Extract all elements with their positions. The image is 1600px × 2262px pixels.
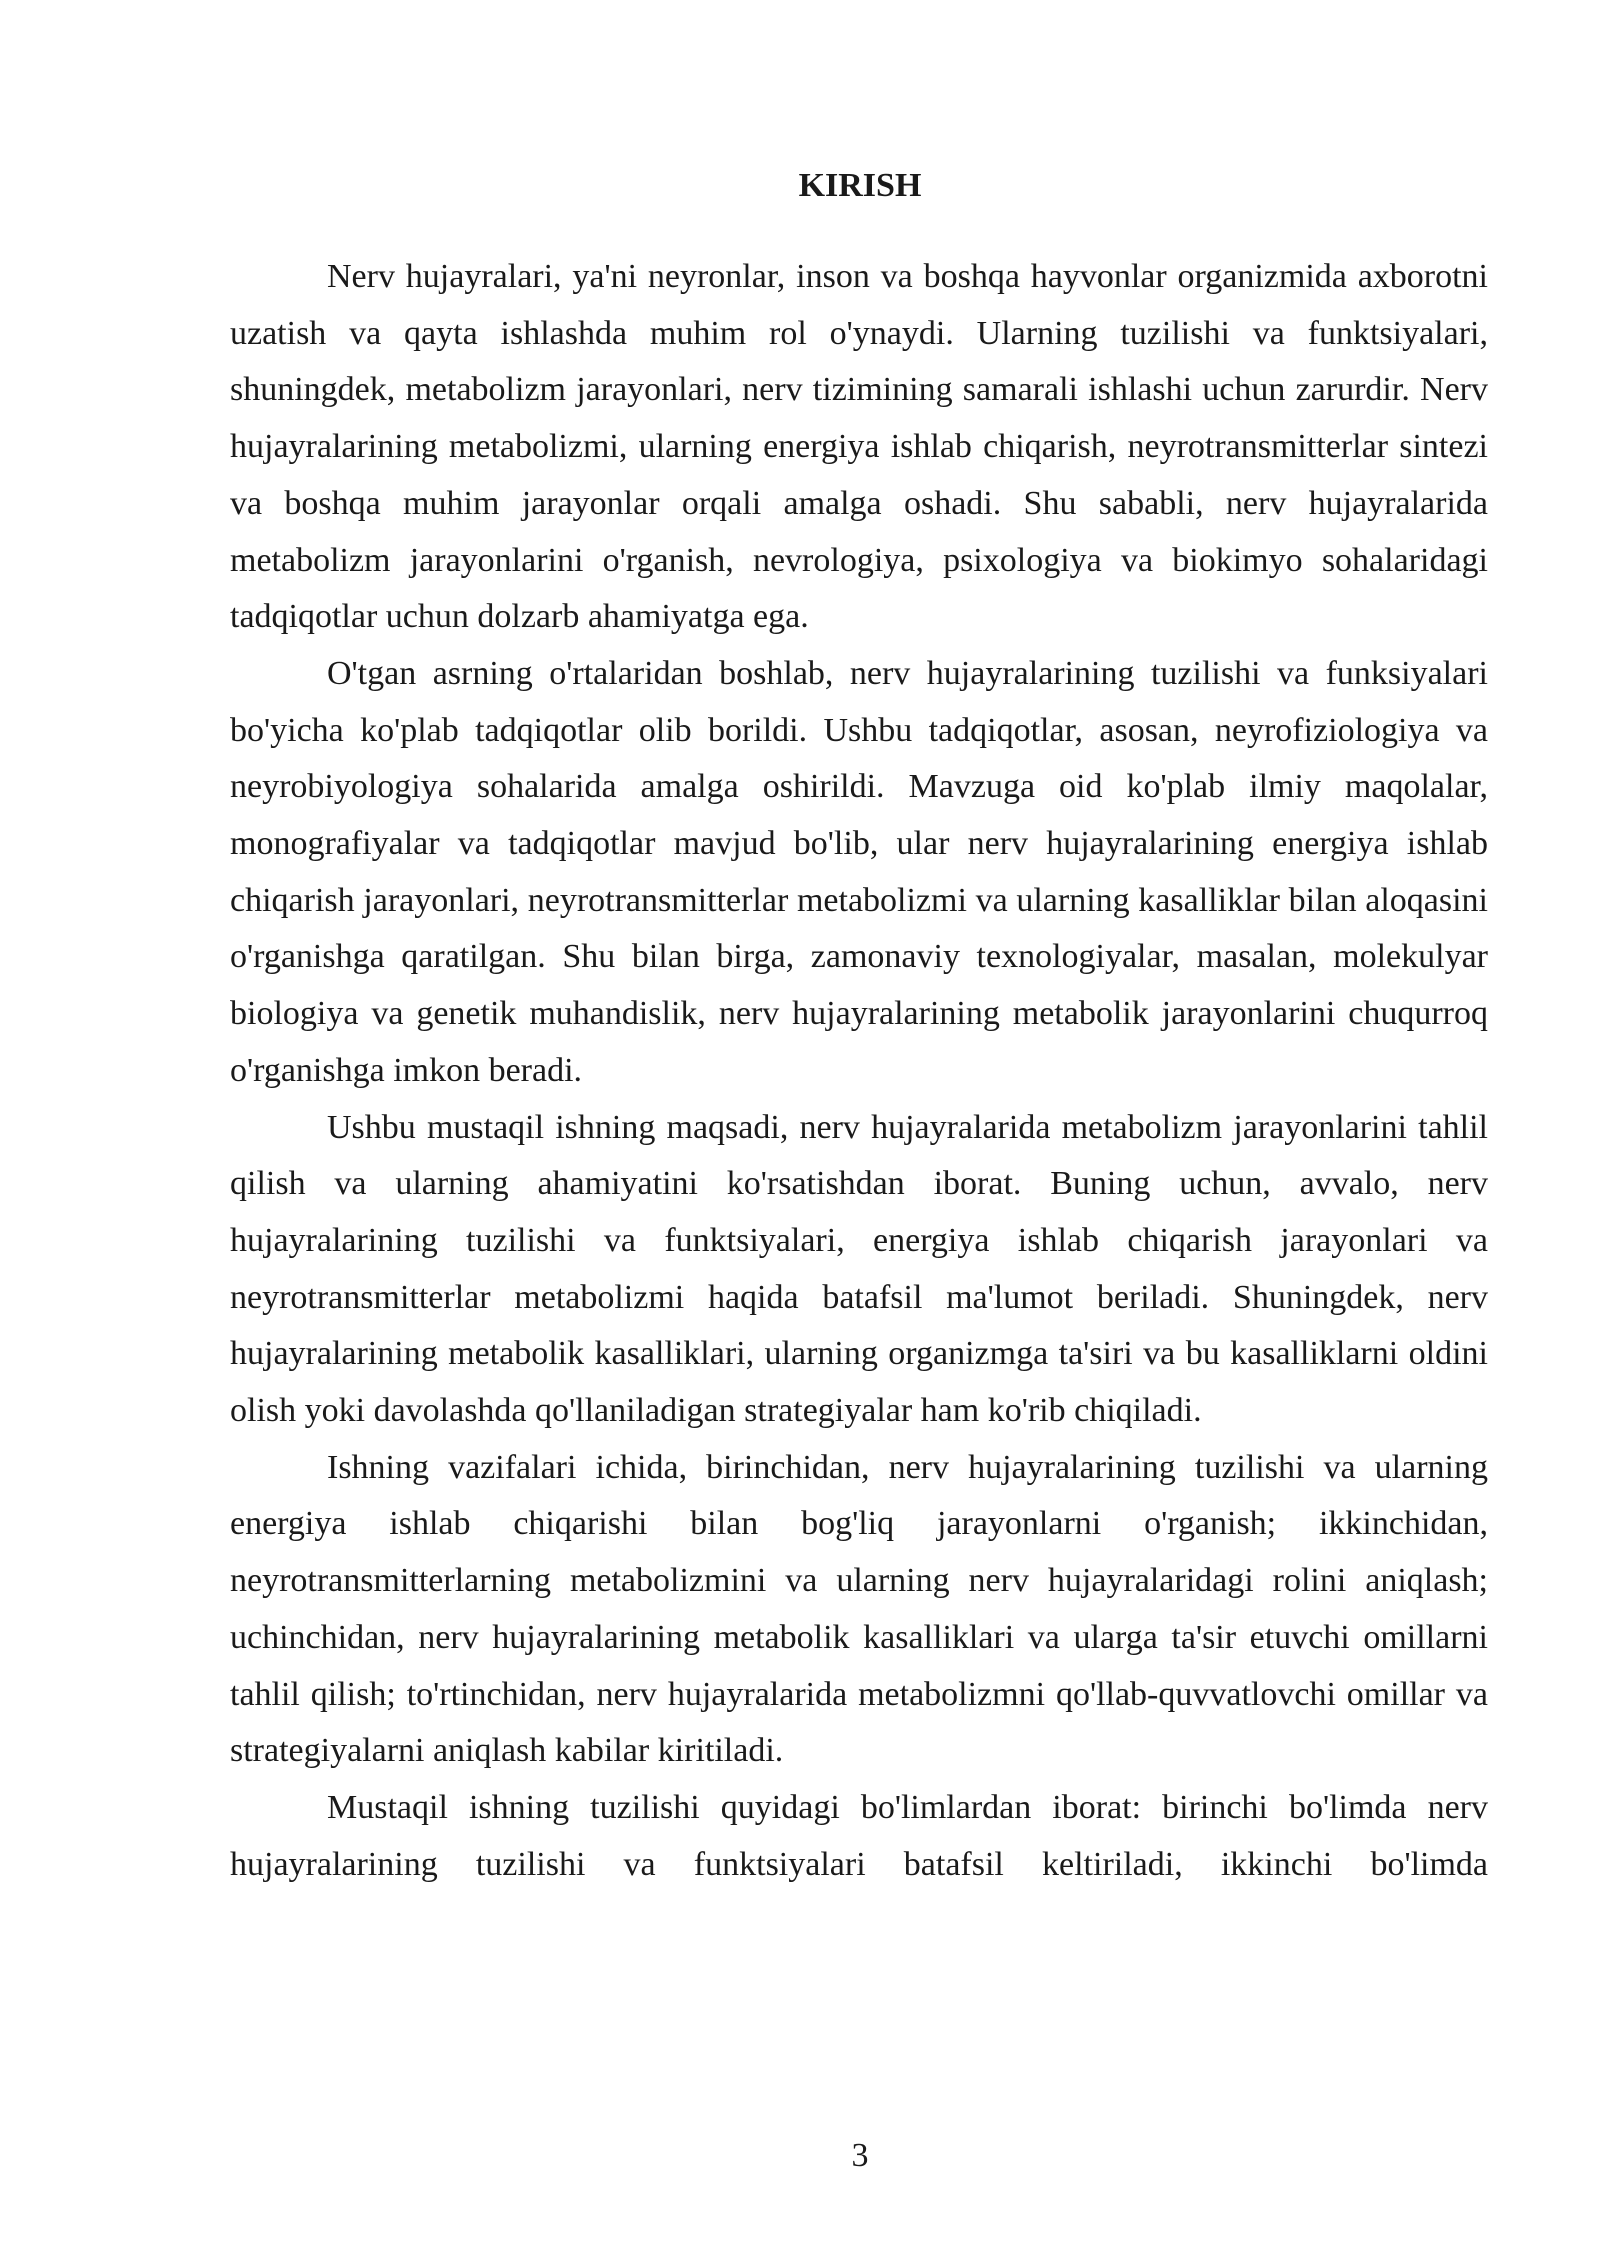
paragraph: Ishning vazifalari ichida, birinchidan, nerv hujayralarining tuzilishi va ularning energiya ishlab chiqarishi bilan bog'liq jarayonlarni o'rganish; ikkinchidan, neyrotransmitterlarning metabolizmini va ularning nerv hujayralaridagi rolini aniqlash; uchinchidan, nerv hujayralarining metabolik kasalliklari va ularga ta'sir etuvchi omillarni tahlil qilish; to'rtinchidan, nerv hujayralarida metabolizmni qo'llab-quvvatlovchi omillar va strategiyalarni aniqlash kabilar kiritiladi. xyxy=(230,1448,1488,1770)
page-number: 3 xyxy=(851,2137,869,2174)
page-heading: KIRISH xyxy=(798,167,922,204)
paragraph: O'tgan asrning o'rtalaridan boshlab, nerv hujayralarining tuzilishi va funksiyalari bo'yicha ko'plab tadqiqotlar olib borildi. Ushbu tadqiqotlar, asosan, neyrofiziologiya va neyrobiyologiya sohalarida amalga oshirildi. Mavzuga oid ko'plab ilmiy maqolalar, monografiyalar va tadqiqotlar mavjud bo'lib, ular nerv hujayralarining energiya ishlab chiqarish jarayonlari, neyrotransmitterlar metabolizmi va ularning kasalliklar bilan aloqasini o'rganishga qaratilgan. Shu bilan birga, zamonaviy texnologiyalar, masalan, molekulyar biologiya va genetik muhandislik, nerv hujayralarining metabolik jarayonlarini chuqurroq o'rganishga imkon beradi. xyxy=(230,654,1488,1089)
heading-container xyxy=(0,162,1600,210)
page-number-container xyxy=(0,2132,1600,2180)
paragraph: Ushbu mustaqil ishning maqsadi, nerv hujayralarida metabolizm jarayonlarini tahlil qilish va ularning ahamiyatini ko'rsatishdan iborat. Buning uchun, avvalo, nerv hujayralarining tuzilishi va funktsiyalari, energiya ishlab chiqarish jarayonlari va neyrotransmitterlar metabolizmi haqida batafsil ma'lumot beriladi. Shuningdek, nerv hujayralarining metabolik kasalliklari, ularning organizmga ta'siri va bu kasalliklarni oldini olish yoki davolashda qo'llaniladigan strategiyalar ham ko'rib chiqiladi. xyxy=(230,1108,1488,1430)
paragraph: Nerv hujayralari, ya'ni neyronlar, inson va boshqa hayvonlar organizmida axborotni uzatish va qayta ishlashda muhim rol o'ynaydi. Ularning tuzilishi va funktsiyalari, shuningdek, metabolizm jarayonlari, nerv tizimining samarali ishlashi uchun zarurdir. Nerv hujayralarining metabolizmi, ularning energiya ishlab chiqarish, neyrotransmitterlar sintezi va boshqa muhim jarayonlar orqali amalga oshadi. Shu sababli, nerv hujayralarida metabolizm jarayonlarini o'rganish, nevrologiya, psixologiya va biokimyo sohalaridagi tadqiqotlar uchun dolzarb ahamiyatga ega. xyxy=(230,258,1488,636)
paragraph: Mustaqil ishning tuzilishi quyidagi bo'limlardan iborat: birinchi bo'limda nerv hujayralarining tuzilishi va funktsiyalari batafsil keltiriladi, ikkinchi bo'limda xyxy=(230,1788,1488,1883)
body-text xyxy=(230,249,1488,1893)
